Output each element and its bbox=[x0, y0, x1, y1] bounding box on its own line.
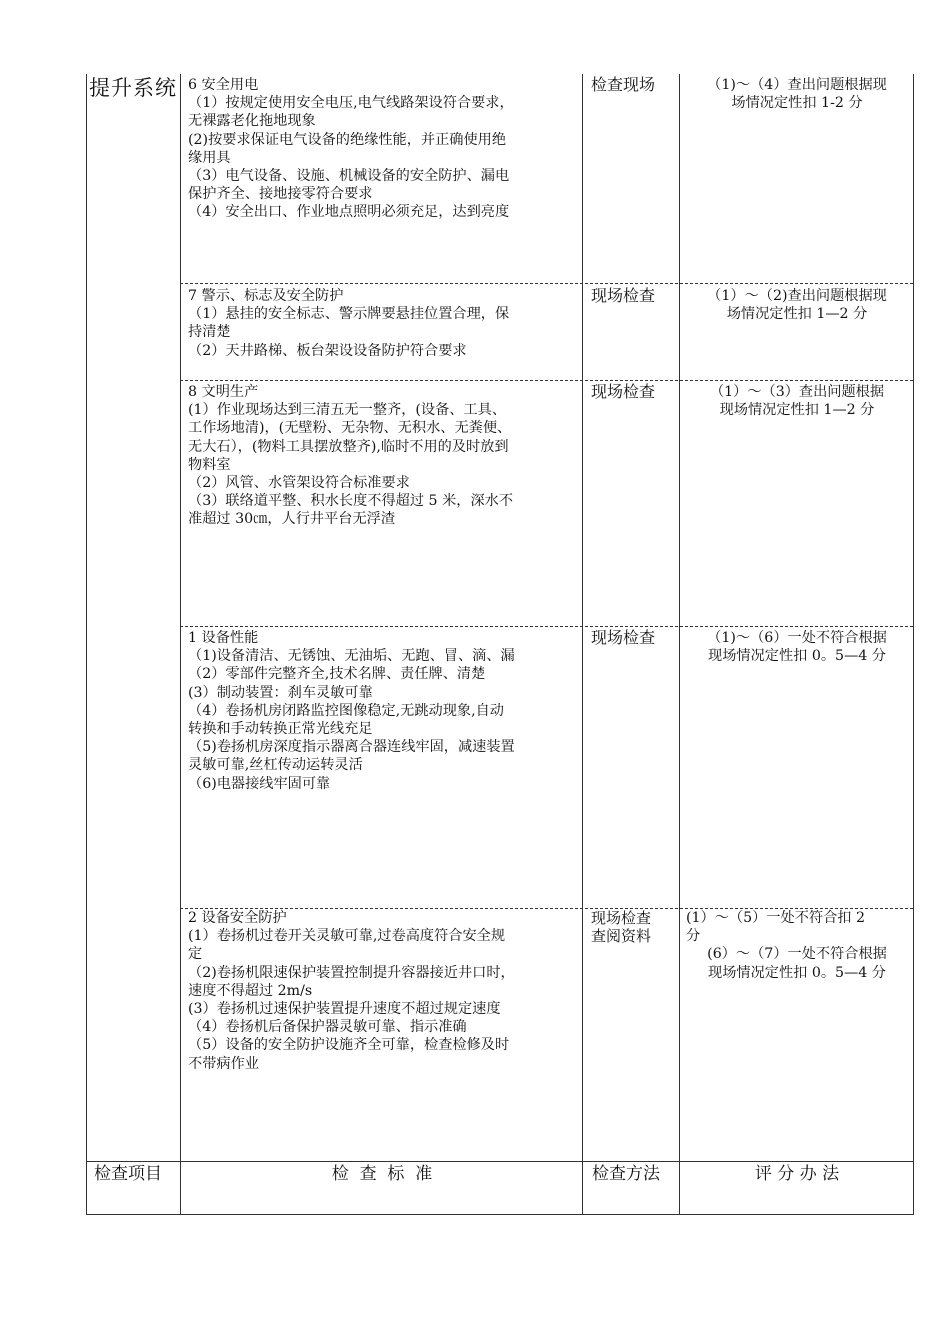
standard-line: （4）卷扬机后备保护器灵敏可靠、指示准确 bbox=[188, 1019, 467, 1036]
standard-cell bbox=[188, 287, 580, 360]
standard-line: 1 设备性能 bbox=[188, 630, 259, 646]
standard-line: （2）风管、水管架设符合标准要求 bbox=[188, 475, 410, 492]
standard-line: (1）卷扬机过卷开关灵敏可靠,过卷高度符合安全规 bbox=[188, 928, 506, 945]
score-line: (6）～（7）一处不符合根据 bbox=[707, 946, 887, 963]
method-line: 现场检查 bbox=[591, 382, 656, 401]
category-label: 提升系统 bbox=[89, 76, 177, 100]
table-border-left bbox=[86, 74, 87, 1214]
score-line: 现场情况定性扣 0。5—4 分 bbox=[708, 648, 886, 665]
row-divider-1 bbox=[180, 283, 913, 284]
standard-line: 7 警示、标志及安全防护 bbox=[188, 288, 344, 304]
standard-line: （3）联络道平整、积水长度不得超过 5 米，深水不 bbox=[188, 493, 514, 510]
standard-line: 8 文明生产 bbox=[188, 384, 259, 400]
score-line: 现场情况定性扣 1—2 分 bbox=[719, 402, 875, 419]
standard-cell bbox=[188, 76, 580, 222]
standard-line: （2）零部件完整齐全,技术名牌、责任牌、清楚 bbox=[188, 666, 486, 683]
method-line: 现场检查 bbox=[591, 628, 656, 647]
footer-divider bbox=[86, 1161, 914, 1162]
standard-cell bbox=[188, 909, 580, 1073]
standard-line: （5）设备的安全防护设施齐全可靠，检查检修及时 bbox=[188, 1037, 510, 1054]
method-cell bbox=[591, 909, 677, 945]
column-divider-3 bbox=[679, 74, 680, 1214]
row-divider-3 bbox=[180, 626, 913, 627]
score-line: 分 bbox=[686, 928, 701, 945]
method-line: 查阅资料 bbox=[591, 927, 652, 945]
standard-line: 6 安全用电 bbox=[188, 77, 259, 93]
score-cell bbox=[686, 76, 908, 112]
score-line: （1)～（4）查出问题根据现 bbox=[707, 77, 887, 93]
score-cell bbox=[686, 287, 908, 323]
score-line: (1）～（5）一处不符合扣 2 bbox=[686, 910, 866, 926]
standard-line: （1）按规定使用安全电压,电气线路架设符合要求， bbox=[188, 95, 514, 112]
standard-line: 工作场地清)，(无壁粉、无杂物、无积水、无粪便、 bbox=[188, 420, 512, 437]
table-border-right bbox=[913, 74, 914, 1214]
score-line: 场情况定性扣 1—2 分 bbox=[726, 306, 868, 323]
standard-line: (3）制动装置：刹车灵敏可靠 bbox=[188, 684, 373, 701]
standard-line: 缘用具 bbox=[188, 149, 231, 166]
standard-line: （1)设备清洁、无锈蚀、无油垢、无跑、冒、滴、漏 bbox=[188, 648, 515, 665]
standard-line: 无大石），(物料工具摆放整齐),临时不用的及时放到 bbox=[188, 438, 509, 455]
method-cell bbox=[591, 382, 677, 402]
standard-line: 无裸露老化拖地现象 bbox=[188, 113, 316, 130]
standard-line: (2)按要求保证电气设备的绝缘性能，并正确使用绝 bbox=[188, 131, 507, 148]
standard-line: 速度不得超过 2m/s bbox=[188, 982, 313, 999]
standard-line: 不带病作业 bbox=[188, 1055, 259, 1072]
method-line: 检查现场 bbox=[591, 75, 656, 94]
row-divider-2 bbox=[180, 380, 913, 381]
score-cell bbox=[686, 629, 908, 665]
score-line: 场情况定性扣 1-2 分 bbox=[731, 95, 863, 112]
standard-line: 定 bbox=[188, 946, 203, 963]
standard-line: 灵敏可靠,丝杠传动运转灵活 bbox=[188, 757, 363, 774]
standard-line: （4）卷扬机房闭路监控图像稳定,无跳动现象,自动 bbox=[188, 702, 504, 719]
standard-line: （1）悬挂的安全标志、警示牌要悬挂位置合理，保 bbox=[188, 306, 510, 323]
method-cell bbox=[591, 286, 677, 306]
score-cell bbox=[686, 909, 908, 982]
score-line: （1）～（2)查出问题根据现 bbox=[707, 288, 887, 304]
column-divider-1 bbox=[180, 74, 181, 1214]
column-header-score: 评 分 办 法 bbox=[754, 1164, 840, 1184]
score-line: 现场情况定性扣 0。5—4 分 bbox=[708, 964, 886, 981]
column-header-method: 检查方法 bbox=[592, 1164, 660, 1184]
standard-line: （2)卷扬机限速保护装置控制提升容器接近井口时， bbox=[188, 964, 515, 981]
standard-line: （6)电器接线牢固可靠 bbox=[188, 775, 331, 792]
standard-line: 准超过 30㎝，人行井平台无浮渣 bbox=[188, 511, 396, 528]
table-border-bottom bbox=[86, 1214, 914, 1215]
column-header-standard: 检 查 标 准 bbox=[331, 1164, 433, 1184]
score-line: （1)～（6）一处不符合根据 bbox=[707, 630, 887, 646]
standard-line: 持清楚 bbox=[188, 324, 231, 341]
method-line: 现场检查 bbox=[591, 286, 656, 305]
standard-line: （3）电气设备、设施、机械设备的安全防护、漏电 bbox=[188, 168, 510, 185]
standard-line: 保护齐全、接地接零符合要求 bbox=[188, 186, 373, 203]
standard-cell bbox=[188, 383, 580, 529]
standard-line: 2 设备安全防护 bbox=[188, 910, 287, 926]
column-divider-2 bbox=[582, 74, 583, 1214]
column-header-item: 检查项目 bbox=[94, 1164, 162, 1184]
method-line: 现场检查 bbox=[591, 909, 652, 927]
score-line: （1）～（3）查出问题根据 bbox=[709, 384, 885, 400]
standard-cell bbox=[188, 629, 580, 793]
standard-line: 转换和手动转换正常光线充足 bbox=[188, 721, 373, 738]
standard-line: （2）天井路梯、板台架设设备防护符合要求 bbox=[188, 342, 467, 359]
method-cell bbox=[591, 628, 677, 648]
standard-line: (1）作业现场达到三清五无一整齐，(设备、工具、 bbox=[188, 402, 507, 419]
standard-line: 物料室 bbox=[188, 456, 231, 473]
standard-line: （5)卷扬机房深度指示器离合器连线牢固，减速装置 bbox=[188, 739, 515, 756]
standard-line: （4）安全出口、作业地点照明必须充足，达到亮度 bbox=[188, 204, 510, 221]
method-cell bbox=[591, 75, 677, 95]
standard-line: (3）卷扬机过速保护装置提升速度不超过规定速度 bbox=[188, 1001, 501, 1018]
score-cell bbox=[686, 383, 908, 419]
